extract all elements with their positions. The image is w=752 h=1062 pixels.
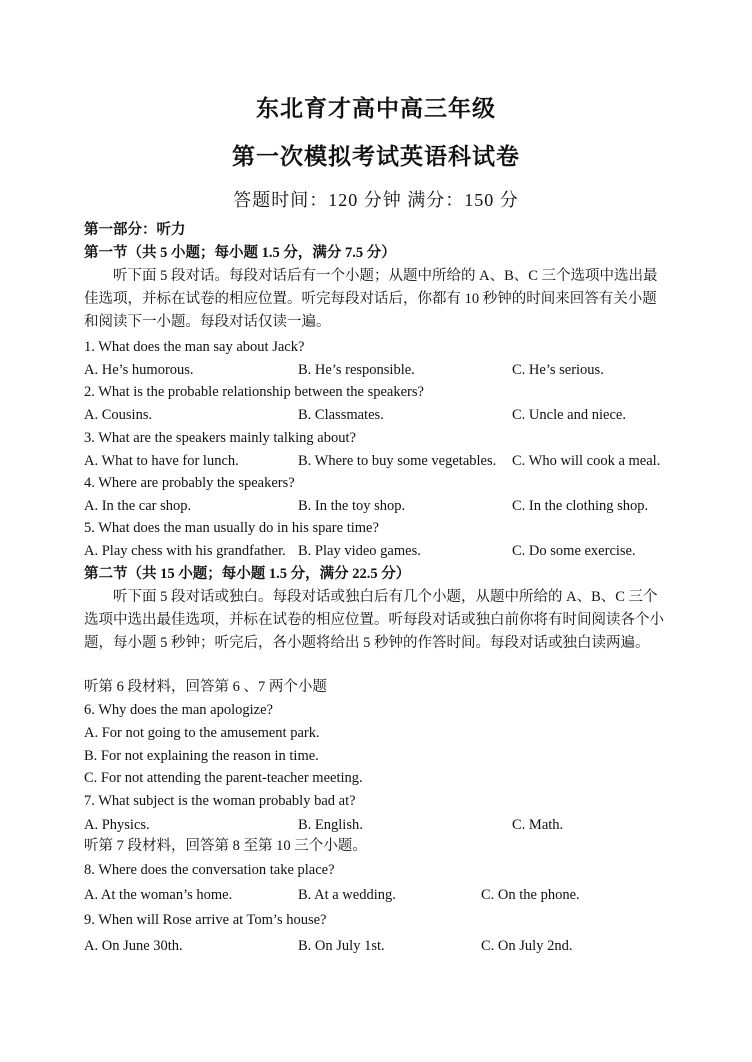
question-3-option-c: C. Who will cook a meal. [512, 453, 661, 469]
question-4: 4. Where are probably the speakers? [84, 475, 295, 491]
material-7-instruction: 听第 7 段材料，回答第 8 至第 10 三个小题。 [84, 838, 367, 854]
question-5-option-a: A. Play chess with his grandfather. [84, 543, 286, 559]
question-7-option-c: C. Math. [512, 817, 564, 833]
section1-instructions: 听下面 5 段对话。每段对话后有一个小题；从题中所给的 A、B、C 三个选项中选出最佳选项，并标在试卷的相应位置。听完每段对话后，你都有 10 秒钟的时间来回答有关小题和阅读下一小题。每段对话仅读一遍。 [84, 268, 658, 330]
question-1-option-b: B. He’s responsible. [298, 362, 415, 378]
material-6-instruction: 听第 6 段材料，回答第 6 、7 两个小题 [84, 679, 327, 695]
question-9-option-a: A. On June 30th. [84, 938, 183, 954]
question-6-option-b: B. For not explaining the reason in time. [84, 748, 319, 764]
question-5: 5. What does the man usually do in his spare time? [84, 520, 379, 536]
question-9: 9. When will Rose arrive at Tom’s house? [84, 912, 327, 928]
question-8-option-a: A. At the woman’s home. [84, 887, 233, 903]
question-2-option-b: B. Classmates. [298, 407, 384, 423]
question-9-option-b: B. On July 1st. [298, 938, 385, 954]
question-3: 3. What are the speakers mainly talking about? [84, 430, 356, 446]
question-1-option-a: A. He’s humorous. [84, 362, 194, 378]
question-7-option-b: B. English. [298, 817, 363, 833]
question-4-option-a: A. In the car shop. [84, 498, 192, 514]
section2-instructions: 听下面 5 段对话或独白。每段对话或独白后有几个小题，从题中所给的 A、B、C 三个选项中选出最佳选项，并标在试卷的相应位置。听每段对话或独白前你将有时间阅读各个小题，每小题 5 秒钟；听完后，各小题将给出 5 秒钟的作答时间。每段对话或独白读两遍。 [84, 589, 664, 651]
exam-title-line2: 第一次模拟考试英语科试卷 [232, 143, 520, 170]
question-3-option-b: B. Where to buy some vegetables. [298, 453, 497, 469]
section1-heading: 第一节（共 5 小题；每小题 1.5 分，满分 7.5 分） [84, 245, 396, 261]
question-9-option-c: C. On July 2nd. [481, 938, 573, 954]
section2-heading: 第二节（共 15 小题；每小题 1.5 分，满分 22.5 分） [84, 566, 411, 582]
question-4-option-b: B. In the toy shop. [298, 498, 406, 514]
exam-time-and-score: 答题时间：120 分钟 满分：150 分 [233, 190, 519, 210]
question-4-option-c: C. In the clothing shop. [512, 498, 649, 514]
question-6-option-c: C. For not attending the parent-teacher meeting. [84, 770, 363, 786]
question-5-option-b: B. Play video games. [298, 543, 421, 559]
question-2: 2. What is the probable relationship between the speakers? [84, 384, 424, 400]
question-2-option-a: A. Cousins. [84, 407, 153, 423]
question-7: 7. What subject is the woman probably bad at? [84, 793, 356, 809]
exam-title-line1: 东北育才高中高三年级 [256, 95, 496, 122]
question-6: 6. Why does the man apologize? [84, 702, 273, 718]
question-1: 1. What does the man say about Jack? [84, 339, 305, 355]
question-5-option-c: C. Do some exercise. [512, 543, 636, 559]
question-7-option-a: A. Physics. [84, 817, 150, 833]
question-8: 8. Where does the conversation take place? [84, 862, 335, 878]
question-8-option-b: B. At a wedding. [298, 887, 396, 903]
part1-heading: 第一部分：听力 [84, 222, 186, 238]
question-8-option-c: C. On the phone. [481, 887, 580, 903]
question-6-option-a: A. For not going to the amusement park. [84, 725, 320, 741]
question-3-option-a: A. What to have for lunch. [84, 453, 239, 469]
question-1-option-c: C. He’s serious. [512, 362, 604, 378]
question-2-option-c: C. Uncle and niece. [512, 407, 626, 423]
